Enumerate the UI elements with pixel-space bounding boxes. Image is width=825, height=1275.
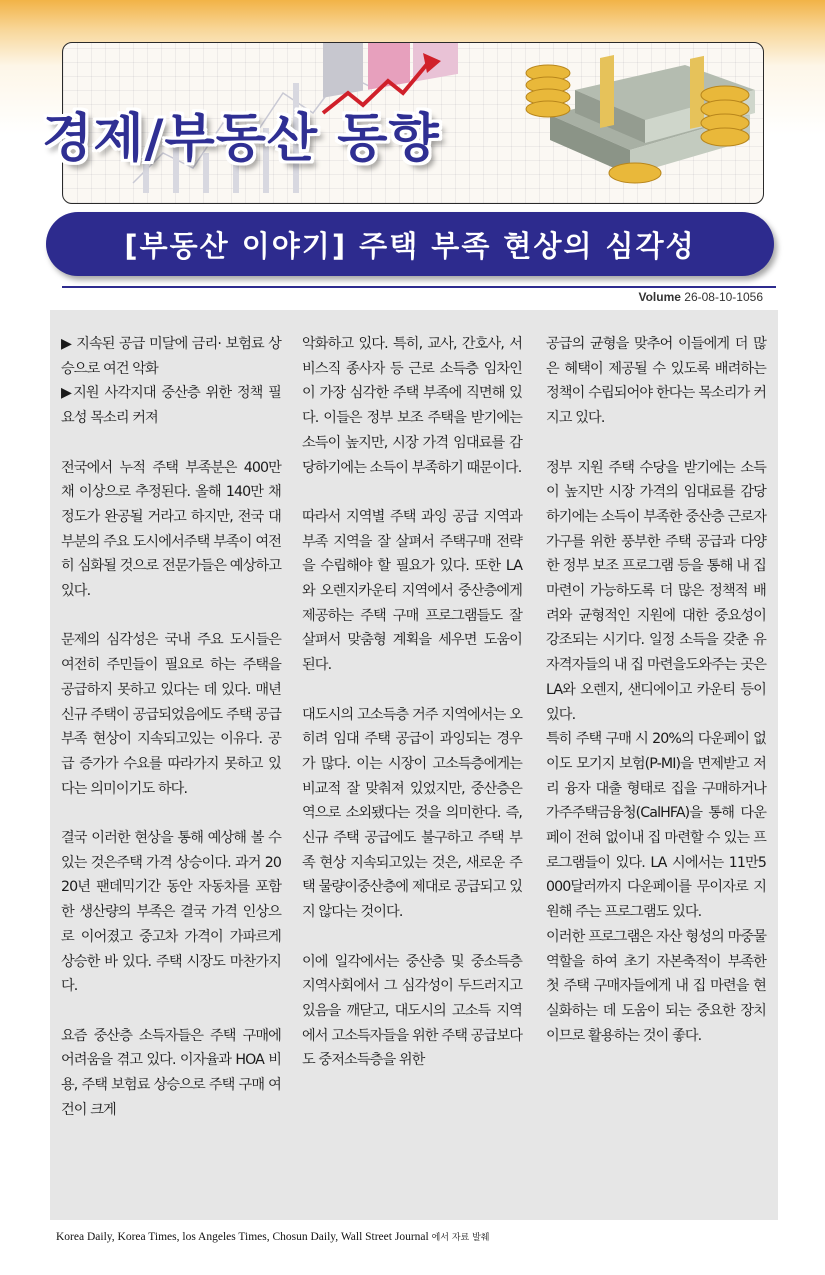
paragraph: 결국 이러한 현상을 통해 예상해 볼 수 있는 것은주택 가격 상승이다. 과거 2020년 팬데믹기간 동안 자동차를 포함한 생산량의 부족은 결국 가격 인상으로 이어졌고 중고차 가격이 가파르게 상승한 바 있다. 주택 시장도 마찬가지다. (61, 830, 281, 995)
paragraph: 특히 주택 구매 시 20%의 다운페이 없이도 모기지 보험(P-MI)을 면제받고 저리 융자 대출 형태로 집을 구매하거나 가주주택금융청(CalHFA)을 통해 다운페이 전혀 없이내 집 마련할 수 있는 프로그램들이 있다. LA 시에서는 11만5000달러까지 다운페이를 무이자로 지원해 주는 프로그램도 있다. (546, 731, 766, 921)
paragraph: 대도시의 고소득층 거주 지역에서는 오히려 임대 주택 공급이 과잉되는 경우가 많다. 이는 시장이 고소득층에게는 비교적 잘 맞춰져 있었지만, 중산층은 역으로 소외됐다는 것을 의미한다. 즉, 신규 주택 공급에도 불구하고 주택 부족 현상 지속되고있는 것은, 새로운 주택 물량이중산층에 제대로 공급되고 있지 않다는 것이다. (302, 706, 522, 921)
paragraph: 공급의 균형을 맞추어 이들에게 더 많은 혜택이 제공될 수 있도록 배려하는 정책이 수립되어야 한다는 목소리가 커지고 있다. (546, 336, 766, 427)
article-body (50, 310, 778, 1220)
money-stack-graphic (520, 55, 770, 205)
volume-number: 26-08-10-1056 (684, 290, 763, 304)
source-list: Korea Daily, Korea Times, los Angeles Times, Chosun Daily, Wall Street Journal (56, 1231, 429, 1243)
paragraph: 따라서 지역별 주택 과잉 공급 지역과 부족 지역을 잘 살펴서 주택구매 전략을 수립해야 할 필요가 있다. 또한 LA와 오렌지카운티 지역에서 중산층에게 제공하는 주택 구매 프로그램들도 잘 살펴서 맞춤형 계획을 세우면 도움이 된다. (302, 508, 522, 674)
lead-point-2: ▶지원 사각지대 중산층 위한 정책 필요성 목소리 커져 (61, 385, 281, 427)
paragraph: 악화하고 있다. 특히, 교사, 간호사, 서비스직 종사자 등 근로 소득층 임차인이 가장 심각한 주택 부족에 직면해 있다. 이들은 정부 보조 주택을 받기에는 소득이 높지만, 시장 가격 임대료를 감당하기에는 소득이 부족하기 때문이다. (302, 336, 522, 476)
volume-label: Volume (638, 290, 681, 304)
paragraph: 문제의 심각성은 국내 주요 도시들은 여전히 주민들이 필요로 하는 주택을 공급하지 못하고 있다는 데 있다. 매년 신규 주택이 공급되었음에도 주택 공급 부족 현상이 지속되고있는 이유다. 공급 증가가 수요를 따라가지 못하고 있다는 의미이기도 하다. (61, 632, 281, 797)
column-1 (61, 332, 281, 1122)
source-suffix: 에서 자료 발췌 (431, 1233, 490, 1243)
column-2 (302, 332, 522, 1073)
page-title: 경제/부동산 동향 (42, 109, 440, 169)
source-credit (56, 1230, 489, 1243)
subtitle-banner (46, 212, 774, 276)
article-headline: [부동산 이야기] 주택 부족 현상의 심각성 (124, 228, 696, 263)
volume-info (638, 290, 763, 304)
paragraph: 요즘 중산층 소득자들은 주택 구매에 어려움을 겪고 있다. 이자율과 HOA 비용, 주택 보험료 상승으로 주택 구매 여건이 크게 (61, 1027, 281, 1118)
paragraph: 이에 일각에서는 중산층 및 중소득층 지역사회에서 그 심각성이 두드러지고 있음을 깨닫고, 대도시의 고소득 지역에서 고소득자들을 위한 주택 공급보다도 중저소득층을 위한 (302, 953, 522, 1069)
paragraph: 이러한 프로그램은 자산 형성의 마중물 역할을 하여 초기 자본축적이 부족한 첫 주택 구매자들에게 내 집 마련을 현실화하는 데 도움이 되는 중요한 장치이므로 활용하는 것이 좋다. (546, 928, 766, 1044)
paragraph: 전국에서 누적 주택 부족분은 400만 채 이상으로 추정된다. 올해 140만 채 정도가 완공될 거라고 하지만, 전국 대부분의 주요 도시에서주택 부족이 여전히 심화될 것으로 전문가들은 예상하고 있다. (61, 459, 281, 600)
paragraph: 정부 지원 주택 수당을 받기에는 소득이 높지만 시장 가격의 임대료를 감당하기에는 소득이 부족한 중산층 근로자 가구를 위한 풍부한 주택 공급과 다양한 정부 보조 프로그램 등을 통해 내 집 마련이 가능하도록 더 많은 정책적 배려와 균형적인 지원에 대한 중요성이 강조되는 시기다. 일정 소득을 갖춘 유자격자들의 내 집 마련을도와주는 곳은 LA와 오렌지, 샌디에이고 카운티 등이 있다. (546, 459, 766, 723)
lead-point-1: ▶ 지속된 공급 미달에 금리· 보험료 상승으로 여건 악화 (61, 336, 281, 377)
divider (62, 286, 776, 288)
column-3 (546, 332, 766, 1048)
